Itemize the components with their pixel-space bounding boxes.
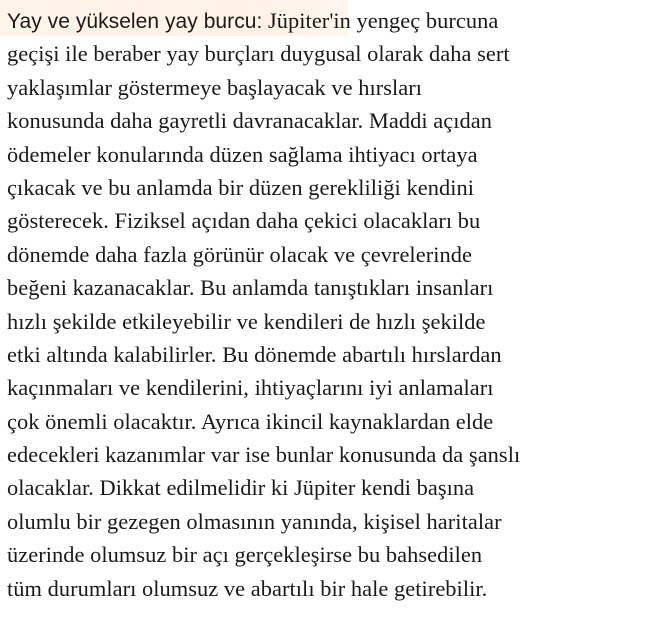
text-line: beğeni kazanacaklar. Bu anlamda tanıştıkları insanları — [7, 275, 494, 301]
text-line: çıkacak ve bu anlamda bir düzen gerekliliği kendini — [7, 174, 474, 200]
text-line: kaçınmaları ve kendilerini, ihtiyaçlarını iyi anlamaları — [7, 375, 494, 401]
text-line: olacaklar. Dikkat edilmelidir ki Jüpiter kendi başına — [7, 475, 475, 501]
text-line — [7, 4, 647, 37]
text-line: çok önemli olacaktır. Ayrıca ikincil kaynaklardan elde — [7, 408, 494, 434]
text-line: edecekleri kazanımlar var ise bunlar konusunda da şanslı — [7, 442, 521, 468]
horoscope-paragraph — [7, 4, 647, 605]
text-line: geçişi ile beraber yay burçları duygusal olarak daha sert — [7, 41, 510, 67]
text-line: dönemde daha fazla görünür olacak ve çevrelerinde — [7, 241, 472, 267]
text-line: yaklaşımlar göstermeye başlayacak ve hırsları — [7, 74, 423, 100]
text-line: gösterecek. Fiziksel açıdan daha çekici olacakları bu — [7, 208, 481, 234]
text-line: hızlı şekilde etkileyebilir ve kendileri de hızlı şekilde — [7, 308, 486, 334]
text-line: etki altında kalabilirler. Bu dönemde abartılı hırslardan — [7, 341, 502, 367]
text-line: konusunda daha gayretli davranacaklar. Maddi açıdan — [7, 108, 492, 134]
text-line: üzerinde olumsuz bir açı gerçekleşirse bu bahsedilen — [7, 542, 483, 568]
text-line: ödemeler konularında düzen sağlama ihtiyacı ortaya — [7, 141, 478, 167]
text-line-content: Jüpiter'in yengeç burcuna — [262, 8, 499, 33]
text-line: olumlu bir gezegen olmasının yanında, kişisel haritalar — [7, 508, 502, 534]
text-line: tüm durumları olumsuz ve abartılı bir hale getirebilir. — [7, 575, 488, 601]
section-lead-label: Yay ve yükselen yay burcu: — [7, 10, 263, 33]
